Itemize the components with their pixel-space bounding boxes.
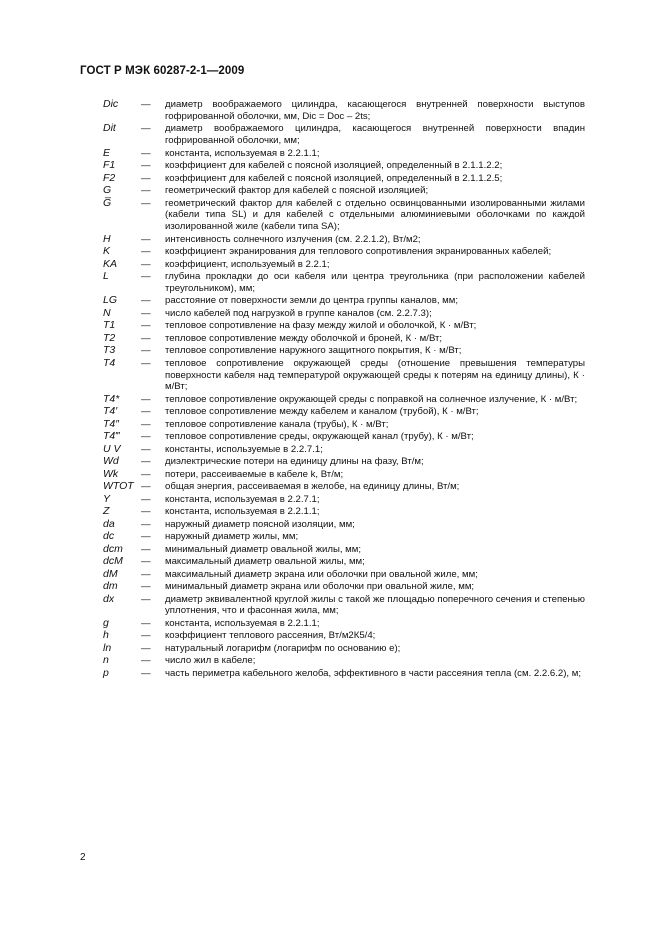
definition-row bbox=[103, 148, 585, 160]
definition-symbol: WTOT bbox=[103, 480, 134, 493]
definition-text: тепловое сопротивление на фазу между жилой и оболочкой, К · м/Вт; bbox=[165, 320, 477, 332]
definition-symbol: Wd bbox=[103, 455, 119, 468]
definition-row bbox=[103, 668, 585, 680]
definition-dash: — bbox=[141, 655, 151, 667]
definition-row bbox=[103, 519, 585, 531]
definition-symbol: dx bbox=[103, 592, 115, 605]
definition-symbol: p bbox=[103, 666, 109, 679]
definition-text: потери, рассеиваемые в кабеле k, Вт/м; bbox=[165, 468, 344, 480]
definition-dash: — bbox=[141, 147, 151, 159]
definition-row bbox=[103, 419, 585, 431]
definition-dash: — bbox=[141, 357, 151, 369]
definition-dash: — bbox=[141, 630, 151, 642]
definition-row bbox=[103, 308, 585, 320]
definition-symbol: G bbox=[103, 184, 112, 197]
definition-row bbox=[103, 531, 585, 543]
definition-text: диаметр воображаемого цилиндра, касающегося внутренней поверхности впадин гофрированной оболочки, мм; bbox=[165, 123, 585, 147]
definition-symbol: H bbox=[103, 232, 111, 245]
definition-text: расстояние от поверхности земли до центра группы каналов, мм; bbox=[165, 295, 459, 307]
definition-dash: — bbox=[141, 493, 151, 505]
definition-text: тепловое сопротивление канала (трубы), К · м/Вт; bbox=[165, 418, 389, 430]
definition-symbol: Y bbox=[103, 492, 111, 505]
definition-dash: — bbox=[141, 197, 151, 209]
definition-text: наружный диаметр поясной изоляции, мм; bbox=[165, 518, 355, 530]
definition-text: тепловое сопротивление окружающей среды с поправкой на солнечное излучение, К · м/Вт; bbox=[165, 393, 578, 405]
definition-dash: — bbox=[141, 332, 151, 344]
definition-text: максимальный диаметр экрана или оболочки при овальной жиле, мм; bbox=[165, 568, 478, 580]
definition-text: геометрический фактор для кабелей с отдельно освинцованными изолированными жилами (кабели типа SL) и для кабелей с отдельными алюминиевыми оболочками по каждой изолированной жиле (кабели типа SA); bbox=[165, 197, 585, 233]
definition-row bbox=[103, 581, 585, 593]
definition-row bbox=[103, 494, 585, 506]
definition-dash: — bbox=[141, 160, 151, 172]
definition-dash: — bbox=[141, 172, 151, 184]
definition-text: минимальный диаметр экрана или оболочки при овальной жиле, мм; bbox=[165, 581, 475, 593]
definition-row bbox=[103, 655, 585, 667]
definition-row bbox=[103, 234, 585, 246]
definition-symbol: L bbox=[103, 270, 109, 283]
definition-row bbox=[103, 259, 585, 271]
definition-row bbox=[103, 618, 585, 630]
definition-dash: — bbox=[141, 345, 151, 357]
definition-dash: — bbox=[141, 556, 151, 568]
definition-text: интенсивность солнечного излучения (см. 2.2.1.2), Вт/м2; bbox=[165, 233, 421, 245]
definition-symbol: T4 bbox=[103, 356, 116, 369]
definition-row bbox=[103, 173, 585, 185]
definition-row bbox=[103, 320, 585, 332]
definition-text: тепловое сопротивление окружающей среды (отношение превышения температуры поверхности кабеля над температурой окружающей среды к потерям на единицу длины), К · м/Вт; bbox=[165, 357, 585, 393]
definition-symbol: Z bbox=[103, 505, 110, 518]
definition-dash: — bbox=[141, 295, 151, 307]
definition-row bbox=[103, 569, 585, 581]
definition-row bbox=[103, 544, 585, 556]
definition-symbol: g bbox=[103, 616, 109, 629]
definition-symbol: T1 bbox=[103, 319, 116, 332]
definition-text: коэффициент теплового рассеяния, Вт/м2К5/4; bbox=[165, 630, 376, 642]
definition-symbol: dcM bbox=[103, 555, 123, 568]
definition-dash: — bbox=[141, 468, 151, 480]
definition-text: минимальный диаметр овальной жилы, мм; bbox=[165, 543, 362, 555]
definition-dash: — bbox=[141, 531, 151, 543]
definition-dash: — bbox=[141, 568, 151, 580]
definition-row bbox=[103, 99, 585, 123]
definition-dash: — bbox=[141, 123, 151, 135]
definition-row bbox=[103, 358, 585, 393]
definition-text: геометрический фактор для кабелей с поясной изоляцией; bbox=[165, 185, 429, 197]
page-number: 2 bbox=[80, 852, 86, 863]
definition-text: число кабелей под нагрузкой в группе каналов (см. 2.2.7.3); bbox=[165, 307, 432, 319]
definition-text: константы, используемые в 2.2.7.1; bbox=[165, 443, 323, 455]
definition-dash: — bbox=[141, 320, 151, 332]
definition-dash: — bbox=[141, 393, 151, 405]
definition-row bbox=[103, 643, 585, 655]
definition-symbol: N bbox=[103, 306, 111, 319]
definition-text: тепловое сопротивление между кабелем и каналом (трубой), К · м/Вт; bbox=[165, 406, 479, 418]
definition-text: константа, используемая в 2.2.7.1; bbox=[165, 493, 320, 505]
definitions-list bbox=[103, 99, 585, 680]
definition-symbol: n bbox=[103, 654, 109, 667]
definition-text: диэлектрические потери на единицу длины на фазу, Вт/м; bbox=[165, 456, 424, 468]
definition-dash: — bbox=[141, 518, 151, 530]
definition-text: наружный диаметр жилы, мм; bbox=[165, 531, 299, 543]
definition-dash: — bbox=[141, 617, 151, 629]
definition-dash: — bbox=[141, 307, 151, 319]
definition-symbol: dc bbox=[103, 530, 115, 543]
definition-row bbox=[103, 431, 585, 443]
definition-row bbox=[103, 444, 585, 456]
definition-dash: — bbox=[141, 443, 151, 455]
definition-dash: — bbox=[141, 642, 151, 654]
definition-text: глубина прокладки до оси кабеля или центра треугольника (при расположении кабелей треугольником), мм; bbox=[165, 271, 585, 294]
definition-text: константа, используемая в 2.2.1.1; bbox=[165, 617, 320, 629]
definition-symbol: U V bbox=[103, 442, 121, 455]
definition-row bbox=[103, 123, 585, 147]
definition-symbol: T4′ bbox=[103, 405, 118, 418]
definition-row bbox=[103, 481, 585, 493]
definition-symbol: Dit bbox=[103, 122, 116, 135]
definition-symbol: T4″ bbox=[103, 417, 119, 430]
definition-text: константа, используемая в 2.2.1.1; bbox=[165, 147, 320, 159]
definition-text: константа, используемая в 2.2.1.1; bbox=[165, 506, 320, 518]
definition-text: коэффициент экранирования для теплового сопротивления экранированных кабелей; bbox=[165, 246, 552, 258]
definition-text: коэффициент для кабелей с поясной изоляцией, определенный в 2.1.1.2.5; bbox=[165, 172, 503, 184]
definition-text: тепловое сопротивление наружного защитного покрытия, К · м/Вт; bbox=[165, 345, 462, 357]
definition-dash: — bbox=[141, 418, 151, 430]
document-header: ГОСТ Р МЭК 60287-2-1—2009 bbox=[80, 65, 245, 77]
definition-dash: — bbox=[141, 185, 151, 197]
definition-text: часть периметра кабельного желоба, эффективного в части рассеяния тепла (см. 2.2.6.2), м; bbox=[165, 667, 582, 679]
definition-dash: — bbox=[141, 99, 151, 110]
definition-symbol: Wk bbox=[103, 467, 119, 480]
definition-dash: — bbox=[141, 593, 151, 605]
definition-symbol: F1 bbox=[103, 159, 116, 172]
definition-row bbox=[103, 345, 585, 357]
definition-row bbox=[103, 246, 585, 258]
definition-row bbox=[103, 394, 585, 406]
definition-text: тепловое сопротивление между оболочкой и броней, К · м/Вт; bbox=[165, 332, 443, 344]
definition-text: диаметр эквивалентной круглой жилы с такой же площадью поперечного сечения и степенью уплотнения, что и фасонная жила, мм; bbox=[165, 593, 585, 617]
definition-text: общая энергия, рассеиваемая в желобе, на единицу длины, Вт/м; bbox=[165, 481, 460, 493]
definition-symbol: KA bbox=[103, 257, 118, 270]
definition-dash: — bbox=[141, 456, 151, 468]
definition-symbol: F2 bbox=[103, 171, 116, 184]
definition-text: тепловое сопротивление среды, окружающей канал (трубу), К · м/Вт; bbox=[165, 431, 474, 443]
definition-dash: — bbox=[141, 581, 151, 593]
definition-row bbox=[103, 160, 585, 172]
definition-symbol: da bbox=[103, 517, 115, 530]
definition-symbol: ln bbox=[103, 641, 112, 654]
definition-symbol: K bbox=[103, 245, 111, 258]
definition-text: число жил в кабеле; bbox=[165, 655, 256, 667]
definition-symbol: T2 bbox=[103, 331, 116, 344]
definition-dash: — bbox=[141, 271, 151, 283]
definition-symbol: T4‴ bbox=[103, 430, 119, 443]
definition-row bbox=[103, 630, 585, 642]
definition-dash: — bbox=[141, 481, 151, 493]
definition-row bbox=[103, 295, 585, 307]
definition-symbol: Dic bbox=[103, 98, 119, 110]
definition-symbol: T4* bbox=[103, 392, 120, 405]
definition-dash: — bbox=[141, 431, 151, 443]
definition-symbol: E bbox=[103, 146, 111, 159]
definition-row bbox=[103, 456, 585, 468]
definition-symbol: dM bbox=[103, 567, 118, 580]
definition-row bbox=[103, 594, 585, 618]
definition-symbol: LG bbox=[103, 294, 118, 307]
definition-dash: — bbox=[141, 233, 151, 245]
definition-text: натуральный логарифм (логарифм по основанию e); bbox=[165, 642, 401, 654]
definition-row bbox=[103, 333, 585, 345]
definition-text: коэффициент для кабелей с поясной изоляцией, определенный в 2.1.1.2.2; bbox=[165, 160, 503, 172]
definition-text: максимальный диаметр овальной жилы, мм; bbox=[165, 556, 365, 568]
definition-text: диаметр воображаемого цилиндра, касающегося внутренней поверхности выступов гофрированной оболочки, мм, Dic = Doc – 2ts; bbox=[165, 99, 585, 122]
definition-text: коэффициент, используемый в 2.2.1; bbox=[165, 258, 330, 270]
definition-dash: — bbox=[141, 258, 151, 270]
definition-row bbox=[103, 556, 585, 568]
definition-row bbox=[103, 406, 585, 418]
definition-dash: — bbox=[141, 406, 151, 418]
definition-symbol: T3 bbox=[103, 344, 116, 357]
definition-symbol: G̅ bbox=[103, 196, 112, 209]
definition-dash: — bbox=[141, 667, 151, 679]
definition-row bbox=[103, 185, 585, 197]
definition-dash: — bbox=[141, 506, 151, 518]
definition-row bbox=[103, 506, 585, 518]
definition-dash: — bbox=[141, 246, 151, 258]
definition-symbol: dcm bbox=[103, 542, 123, 555]
definition-symbol: dm bbox=[103, 580, 118, 593]
definition-symbol: h bbox=[103, 629, 109, 642]
definition-row bbox=[103, 469, 585, 481]
definition-dash: — bbox=[141, 543, 151, 555]
definition-row bbox=[103, 271, 585, 295]
definition-row bbox=[103, 198, 585, 233]
